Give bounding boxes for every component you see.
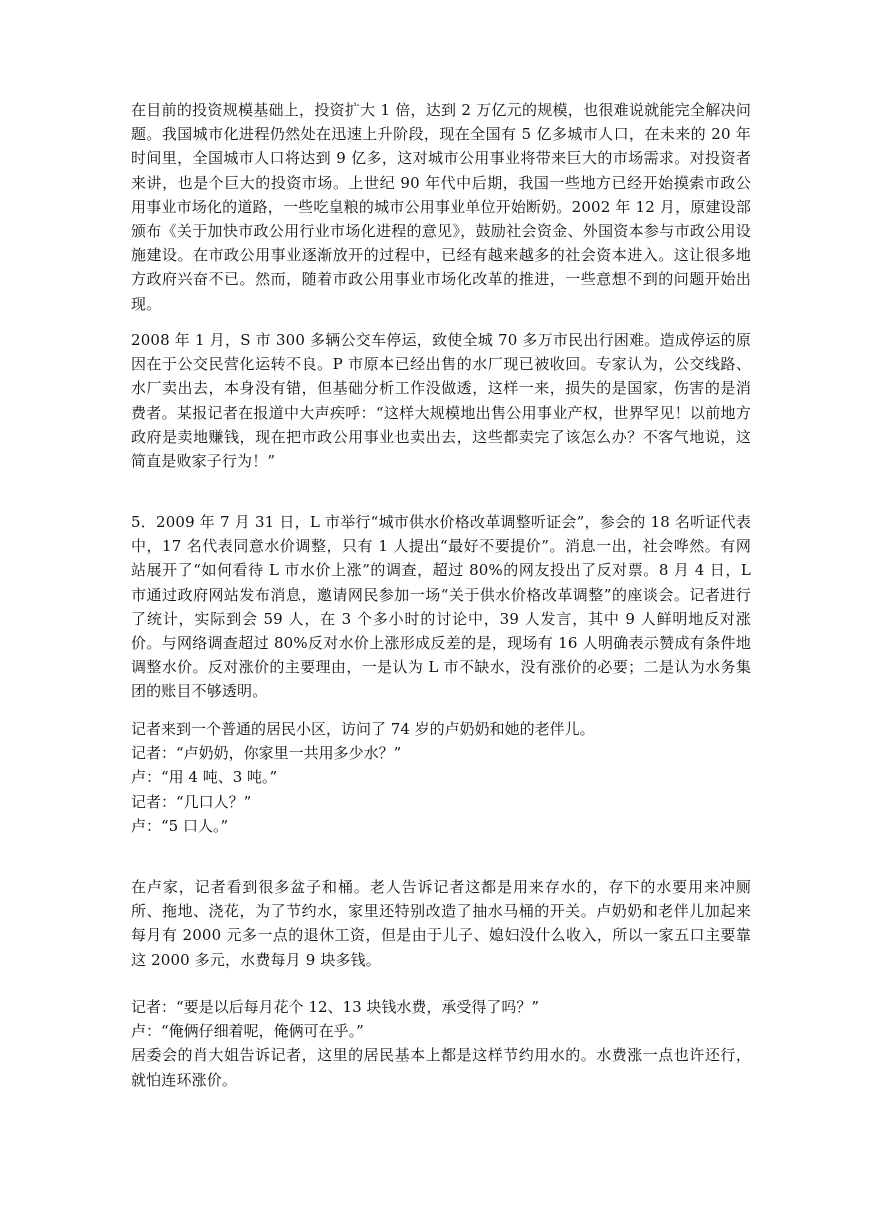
paragraph-lu-family: 在卢家，记者看到很多盆子和桶。老人告诉记者这都是用来存水的，存下的水要用来冲厕所、拖地、浇花，为了节约水，家里还特别改造了抽水马桶的开关。卢奶奶和老伴儿加起来每月有 2000 元多一点的退休工资，但是由于儿子、媳妇没什么收入，所以一家五口主要靠这 2000 多元，水费每月 9 块多钱。 bbox=[131, 878, 751, 969]
paragraph-water-price-hearing: 5．2009 年 7 月 31 日，L 市举行“城市供水价格改革调整听证会”，参会的 18 名听证代表中，17 名代表同意水价调整，只有 1 人提出“最好不要提价”。消息一出，社会哗然。有网站展开了“如何看待 L 市水价上涨”的调查，超过 80%的网友投出了反对票。8 月 4 日，L 市通过政府网站发布消息，邀请网民参加一场“关于供水价格改革调整”的座谈会。记者进行了统计，实际到会 59 人，在 3 个多小时的讨论中，39 人发言，其中 9 人鲜明地反对涨价。与网络调查超过 80%反对水价上涨形成反差的是，现场有 16 人明确表示赞成有条件地调整水价。反对涨价的主要理由，一是认为 L 市不缺水，没有涨价的必要；二是认为水务集团的账目不够透明。 bbox=[131, 513, 751, 701]
dialog-line: 记者来到一个普通的居民小区，访问了 74 岁的卢奶奶和她的老伴儿。 bbox=[131, 720, 595, 738]
paragraph-neighborhood-committee: 居委会的肖大姐告诉记者，这里的居民基本上都是这样节约用水的。水费涨一点也许还行，就怕连环涨价。 bbox=[131, 1046, 751, 1089]
paragraph-investment: 在目前的投资规模基础上，投资扩大 1 倍，达到 2 万亿元的规模，也很难说就能完全解决问题。我国城市化进程仍然处在迅速上升阶段，现在全国有 5 亿多城市人口，在未来的 20 年时间里，全国城市人口将达到 9 亿多，这对城市公用事业将带来巨大的市场需求。对投资者来讲，也是个巨大的投资市场。上世纪 90 年代中后期，我国一些地方已经开始摸索市政公用事业市场化的道路，一些吃皇粮的城市公用事业单位开始断奶。2002 年 12 月，原建设部颁布《关于加快市政公用行业市场化进程的意见》，鼓励社会资金、外国资本参与市政公用设施建设。在市政公用事业逐渐放开的过程中，已经有越来越多的社会资本进入。这让很多地方政府兴奋不已。然而，随着市政公用事业市场化改革的推进，一些意想不到的问题开始出现。 bbox=[131, 101, 751, 313]
dialog-line: 卢：“5 口人。” bbox=[131, 816, 229, 835]
dialog-line: 卢：“俺俩仔细着呢，俺俩可在乎。” bbox=[131, 1022, 364, 1041]
dialog-line: 卢：“用 4 吨、3 吨。” bbox=[131, 768, 278, 787]
dialog-line: 记者：“卢奶奶，你家里一共用多少水？” bbox=[131, 744, 402, 763]
paragraph-bus-outage: 2008 年 1 月，S 市 300 多辆公交车停运，致使全城 70 多万市民出行困难。造成停运的原因在于公交民营化运转不良。P 市原本已经出售的水厂现已被收回。专家认为，公交线路、水厂卖出去，本身没有错，但基础分析工作没做透，这样一来，损失的是国家，伤害的是消费者。某报记者在报道中大声疾呼：“这样大规模地出售公用事业产权，世界罕见！以前地方政府是卖地赚钱，现在把市政公用事业也卖出去，这些都卖完了该怎么办？不客气地说，这简直是败家子行为！” bbox=[131, 331, 751, 471]
interview-dialog-2 bbox=[131, 995, 751, 1092]
dialog-line: 记者：“要是以后每月花个 12、13 块钱水费，承受得了吗？” bbox=[131, 998, 540, 1016]
interview-dialog-1 bbox=[131, 717, 751, 838]
dialog-line: 记者：“几口人？” bbox=[131, 792, 252, 811]
